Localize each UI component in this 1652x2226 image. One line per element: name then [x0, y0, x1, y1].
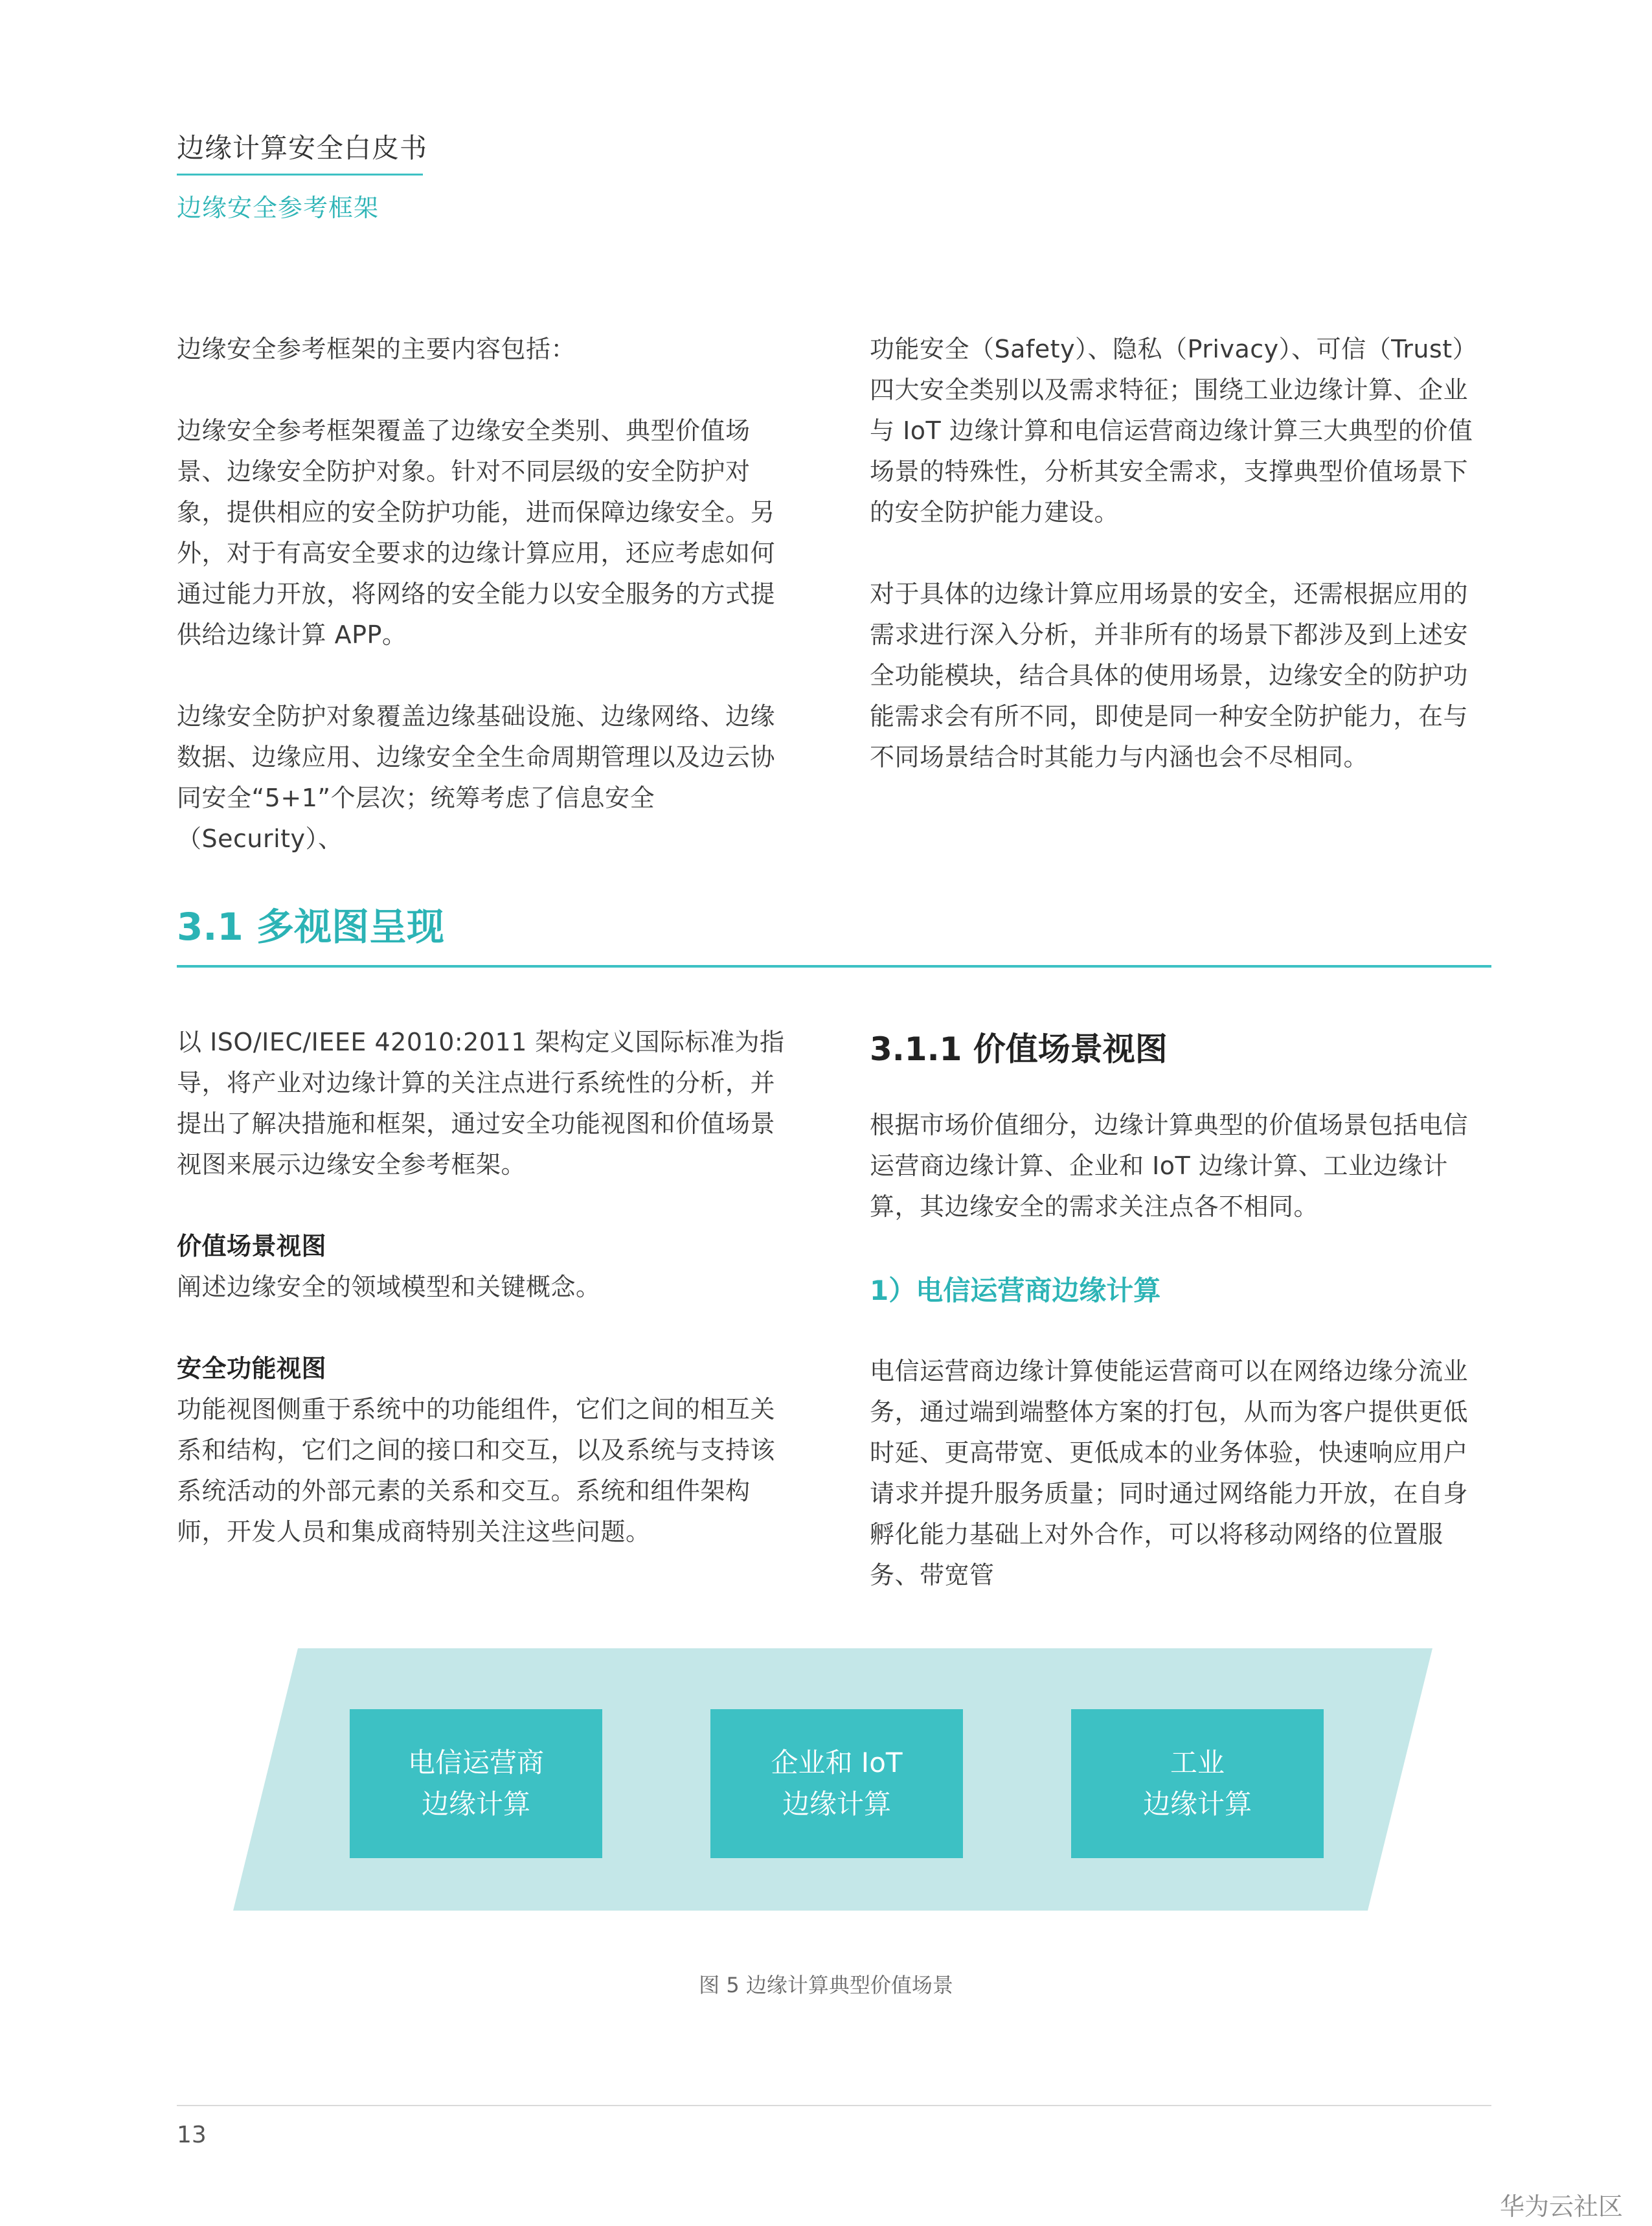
- scenario-box-line: 边缘计算: [421, 1788, 530, 1820]
- sub-subsection-paragraph: 电信运营商边缘计算使能运营商可以在网络边缘分流业务，通过端到端整体方案的打包，从而为客户提供更低时延、更高带宽、更低成本的业务体验，快速响应用户请求并提升服务质量；同时通过网络能力开放，在自身孵化能力基础上对外合作，可以将移动网络的位置服务、带宽管: [870, 1357, 1469, 1589]
- sub-subsection-heading: 1）电信运营商边缘计算: [870, 1275, 1161, 1306]
- function-view-title: 安全功能视图: [177, 1354, 327, 1383]
- value-view-desc: 阐述边缘安全的领域模型和关键概念。: [177, 1273, 601, 1301]
- function-view-desc: 功能视图侧重于系统中的功能组件，它们之间的相互关系和结构，它们之间的接口和交互，以及系统与支持该系统活动的外部元素的关系和交互。系统和组件架构师，开发人员和集成商特别关注这些问题。: [177, 1395, 776, 1546]
- intro-paragraph: 边缘安全参考框架的主要内容包括：: [177, 335, 576, 363]
- intro-right-column: [870, 329, 1491, 778]
- intro-left-column: [177, 329, 798, 859]
- scenario-box-line: 电信运营商: [407, 1747, 544, 1778]
- scenario-box-line: 工业: [1170, 1747, 1225, 1778]
- subsection-heading: 3.1.1 价值场景视图: [870, 1030, 1168, 1068]
- scenario-box-line: 企业和 IoT: [771, 1747, 903, 1778]
- scenario-box-line: 边缘计算: [782, 1788, 891, 1820]
- section-paragraph: 以 ISO/IEC/IEEE 42010:2011 架构定义国际标准为指导，将产业对边缘计算的关注点进行系统性的分析，并提出了解决措施和框架，通过安全功能视图和价值场景视图来展示边缘安全参考框架。: [177, 1028, 785, 1179]
- intro-paragraph: 边缘安全参考框架覆盖了边缘安全类别、典型价值场景、边缘安全防护对象。针对不同层级的安全防护对象，提供相应的安全防护功能，进而保障边缘安全。另外，对于有高安全要求的边缘计算应用，还应考虑如何通过能力开放，将网络的安全能力以安全服务的方式提供给边缘计算 APP。: [177, 416, 776, 649]
- figure-caption: 图 5 边缘计算典型价值场景: [699, 1973, 953, 1997]
- section-heading: 3.1 多视图呈现: [177, 905, 444, 949]
- document-title: 边缘计算安全白皮书: [177, 132, 428, 164]
- footer-divider: [177, 2105, 1491, 2106]
- page-number: 13: [177, 2122, 207, 2148]
- section-divider: [177, 965, 1491, 968]
- intro-paragraph: 边缘安全防护对象覆盖边缘基础设施、边缘网络、边缘数据、边缘应用、边缘安全全生命周期管理以及边云协同安全“5+1”个层次；统筹考虑了信息安全（Security）、: [177, 702, 776, 853]
- section-left-column: [177, 1022, 798, 1552]
- scenario-box-enterprise-iot: [710, 1709, 963, 1858]
- title-underline: [177, 174, 423, 176]
- intro-paragraph: 对于具体的边缘计算应用场景的安全，还需根据应用的需求进行深入分析，并非所有的场景下都涉及到上述安全功能模块，结合具体的使用场景，边缘安全的防护功能需求会有所不同，即使是同一种安全防护能力，在与不同场景结合时其能力与内涵也会不尽相同。: [870, 580, 1469, 771]
- intro-paragraph: 功能安全（Safety）、隐私（Privacy）、可信（Trust）四大安全类别以及需求特征；围绕工业边缘计算、企业与 IoT 边缘计算和电信运营商边缘计算三大典型的价值场景的特殊性，分析其安全需求，支撑典型价值场景下的安全防护能力建设。: [870, 335, 1478, 527]
- scenario-box-line: 边缘计算: [1142, 1788, 1252, 1820]
- scenario-box-industrial: [1071, 1709, 1324, 1858]
- subsection-paragraph: 根据市场价值细分，边缘计算典型的价值场景包括电信运营商边缘计算、企业和 IoT 边缘计算、工业边缘计算，其边缘安全的需求关注点各不相同。: [870, 1111, 1469, 1221]
- chapter-subtitle: 边缘安全参考框架: [177, 194, 379, 222]
- value-scenario-diagram: [233, 1648, 1432, 1911]
- value-view-title: 价值场景视图: [177, 1232, 327, 1260]
- watermark: 华为云社区: [1500, 2192, 1624, 2221]
- scenario-box-telecom: [350, 1709, 602, 1858]
